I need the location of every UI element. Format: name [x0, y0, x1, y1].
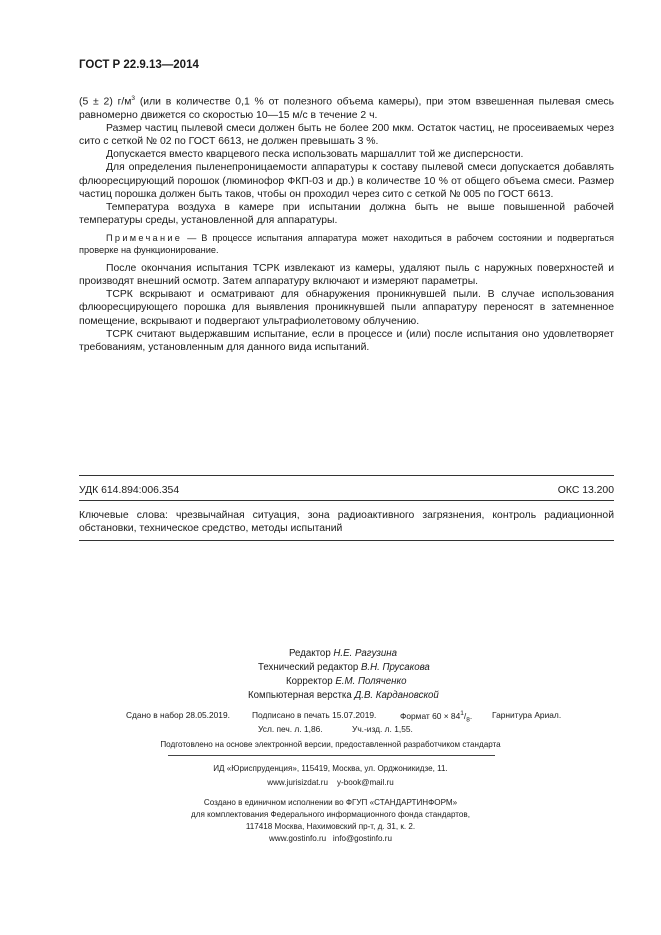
imprint-divider: [168, 755, 495, 756]
paragraph-air-temperature: Температура воздуха в камере при испытании должна быть не выше повышенной рабочей температуры среды, установленной для аппаратуры.: [79, 202, 614, 227]
keywords: Ключевые слова: чрезвычайная ситуация, зона радиоактивного загрязнения, контроль радиационной обстановки, техническое средство, методы испытаний: [79, 510, 614, 535]
paragraph-inspection: ТСРК вскрывают и осматривают для обнаружения проникнувшей пыли. В случае использования флюоресцирующего порошка для выявления проникнувшей пыли аппаратуру переносят в затемненное помещение, вскрывают и подвергают ультрафиолетовому облучению.: [79, 289, 614, 327]
credit-corrector: [286, 675, 406, 689]
divider-top: [79, 475, 614, 476]
body-text: [79, 92, 614, 354]
document-code: ГОСТ Р 22.9.13—2014: [79, 59, 199, 71]
gostinfo-email-link[interactable]: info@gostinfo.ru: [332, 834, 392, 843]
note-text: — В процессе испытания аппаратура может находиться в рабочем состоянии и подвергаться проверке на функционирование.: [79, 232, 614, 256]
gostinfo-site-link[interactable]: www.gostinfo.ru: [269, 834, 327, 843]
credit-layout: [248, 689, 439, 703]
credit-layout-name: Д.В. Кардановской: [354, 690, 439, 701]
publisher-site-link[interactable]: www.jurisizdat.ru: [267, 778, 328, 787]
imprint-print-sheets: Усл. печ. л. 1,86.: [258, 724, 323, 734]
note-label: Примечание: [106, 232, 183, 243]
imprint-format-prefix: Формат 60 × 84: [400, 710, 461, 721]
created-line-1: Создано в единичном исполнении во ФГУП «СТАНДАРТИНФОРМ»: [203, 798, 458, 807]
imprint-typeface: Гарнитура Ариал.: [492, 710, 562, 720]
credit-tech-editor-label: Технический редактор: [258, 662, 361, 673]
imprint-format: Формат $60 \times 84^1/_8$.: [400, 710, 473, 724]
publisher-email-link[interactable]: y-book@mail.ru: [336, 778, 394, 787]
publisher-line: ИД «Юриспруденция», 115419, Москва, ул. Орджоникидзе, 11.: [213, 764, 448, 773]
divider-middle: [79, 500, 614, 501]
imprint-format-den: 8: [466, 716, 470, 724]
oks-code: ОКС 13.200: [557, 485, 614, 496]
paragraph-dust-density: [79, 92, 614, 122]
paragraph-pass-criteria: ТСРК считают выдержавшим испытание, если в процессе и (или) после испытания оно удовлетворяет требованиям, установленным для данного вида испытаний.: [79, 328, 614, 353]
imprint-set-date: Сдано в набор 28.05.2019.: [126, 710, 230, 720]
credit-corrector-name: Е.М. Поляченко: [335, 676, 407, 687]
credit-corrector-label: Корректор: [286, 676, 336, 687]
divider-bottom: [79, 540, 614, 541]
imprint-print-date: Подписано в печать 15.07.2019.: [252, 710, 377, 720]
credit-tech-editor: [258, 661, 430, 675]
credit-editor-label: Редактор: [289, 648, 334, 659]
p1-superscript: 3: [131, 95, 136, 102]
p1-prefix: (5 ± 2) г/м: [79, 96, 132, 108]
publisher-contacts: [0, 778, 661, 787]
credit-editor: [289, 647, 397, 661]
credit-tech-editor-name: В.Н. Прусакова: [360, 662, 430, 673]
imprint-format-suffix: .: [469, 710, 473, 721]
paragraph-fluorescent-powder: Для определения пыленепроницаемости аппаратуры к составу пылевой смеси допускается добавлять флюоресцирующий порошок (люминофор ФКП-03 и др.) в количестве 10 % от общего объема смеси. Размер частиц порошка должен быть таков, чтобы он проходил через сито с сеткой № 005 по ГОСТ 6613.: [79, 162, 614, 200]
gostinfo-contacts: [0, 834, 661, 843]
udk-code: УДК 614.894:006.354: [79, 485, 180, 496]
imprint-pub-sheets: Уч.-изд. л. 1,55.: [352, 724, 413, 734]
credit-layout-label: Компьютерная верстка: [248, 690, 355, 701]
p1-rest: (или в количестве 0,1 % от полезного объема камеры), при этом взвешенная пылевая смесь равномерно движется со скоростью 10—15 м/с в течение 2 ч.: [79, 96, 614, 121]
created-line-3: 117418 Москва, Нахимовский пр-т, д. 31, к. 2.: [245, 822, 416, 831]
paragraph-marshallite: Допускается вместо кварцевого песка использовать маршаллит той же дисперсности.: [106, 149, 524, 161]
note: [79, 232, 614, 257]
created-line-2: для комплектования Федерального информационного фонда стандартов,: [191, 810, 470, 819]
imprint-format-num: 1: [460, 710, 464, 717]
paragraph-particle-size: Размер частиц пылевой смеси должен быть не более 200 мкм. Остаток частиц, не просеиваемых через сито с сеткой № 02 по ГОСТ 6613, не должен превышать 3 %.: [79, 122, 614, 148]
imprint-prepared: Подготовлено на основе электронной версии, предоставленной разработчиком стандарта: [160, 740, 501, 749]
paragraph-after-test: После окончания испытания ТСРК извлекают из камеры, удаляют пыль с наружных поверхностей и производят внешний осмотр. Затем аппаратуру включают и измеряют параметры.: [79, 262, 614, 287]
credit-editor-name: Н.Е. Рагузина: [333, 648, 398, 659]
